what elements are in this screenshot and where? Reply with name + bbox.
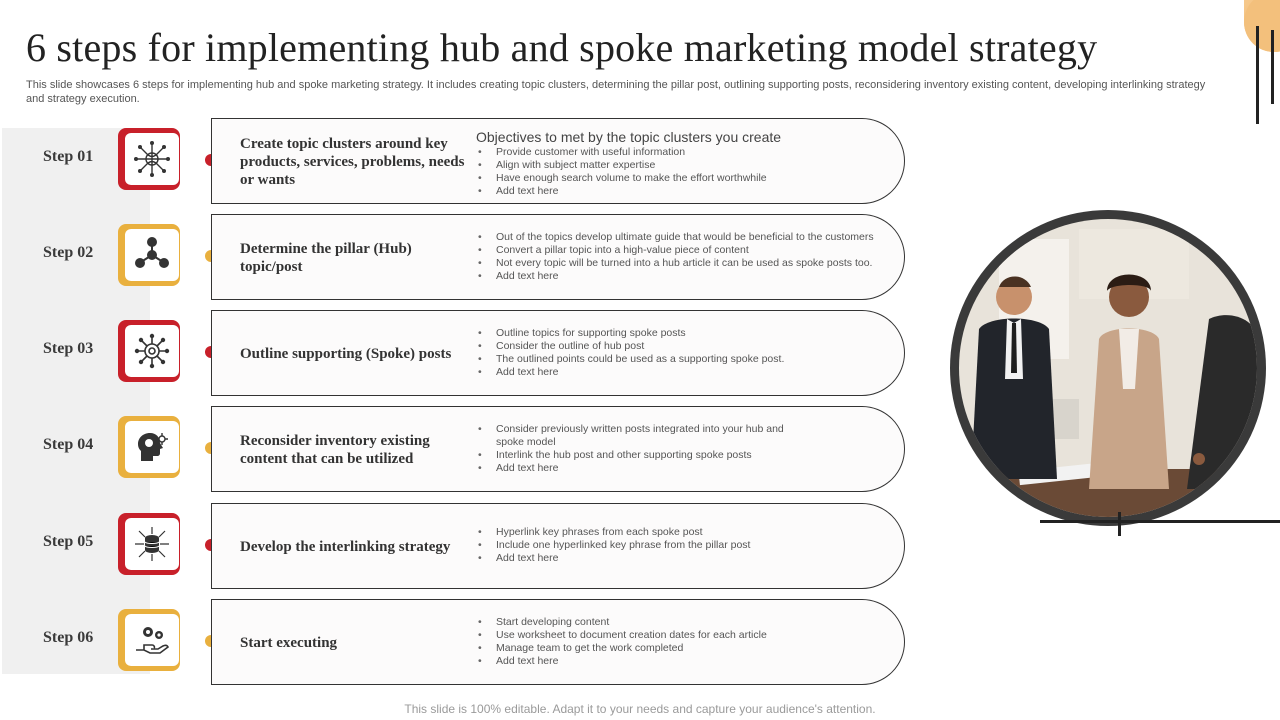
step-card [211, 118, 905, 204]
list-item: • Include one hyperlinked key phrase from the pillar post [476, 539, 896, 552]
step-card [211, 214, 905, 300]
list-item: • Have enough search volume to make the effort worthwhile [476, 172, 896, 185]
step-label: Step 02 [43, 244, 94, 261]
step-icon-frame [118, 416, 180, 478]
step-card [211, 406, 905, 492]
hand-gears-icon [132, 620, 172, 660]
list-item: • Add text here [476, 552, 896, 565]
list-item: • Add text here [476, 462, 806, 475]
corner-line [1271, 30, 1274, 104]
list-item: • Start developing content [476, 616, 896, 629]
decorative-line [1118, 512, 1121, 536]
page-subtitle: This slide showcases 6 steps for implementing hub and spoke marketing strategy. It includes creating topic clusters, determining the pillar post, outlining supporting posts, reconsidering inventory existing content, developing interlinking strategy and strategy execution. [26, 79, 1206, 105]
step-heading: Objectives to met by the topic clusters you create [476, 129, 782, 145]
step-row [0, 118, 1280, 206]
step-title: Develop the interlinking strategy [240, 539, 451, 555]
step-card [211, 503, 905, 589]
step-title: Outline supporting (Spoke) posts [240, 346, 452, 362]
list-item: • Manage team to get the work completed [476, 642, 896, 655]
list-item: • Consider the outline of hub post [476, 340, 896, 353]
step-row [0, 599, 1280, 687]
step-label: Step 04 [43, 436, 94, 453]
list-item: • Not every topic will be turned into a hub article it can be used as spoke posts too. [476, 257, 896, 270]
network-globe-icon [132, 139, 172, 179]
step-icon-frame [118, 513, 180, 575]
list-item: • Out of the topics develop ultimate guide that would be beneficial to the customers [476, 231, 896, 244]
footer-note: This slide is 100% editable. Adapt it to your needs and capture your audience's attention. [404, 702, 876, 716]
step-icon-frame [118, 128, 180, 190]
list-item: • Interlink the hub post and other supporting spoke posts [476, 449, 806, 462]
hub-nodes-icon [132, 235, 172, 275]
list-item: • Consider previously written posts integrated into your hub and spoke model [476, 423, 806, 449]
step-icon-frame [118, 320, 180, 382]
head-thinking-icon [132, 427, 172, 467]
step-card [211, 310, 905, 396]
list-item: • Use worksheet to document creation dates for each article [476, 629, 896, 642]
team-photo [959, 219, 1257, 517]
step-title: Start executing [240, 635, 338, 651]
step-title: Reconsider inventory existing content that can be utilized [240, 433, 430, 467]
steps-side-panel [2, 128, 150, 674]
corner-line [1256, 26, 1259, 124]
list-item: • The outlined points could be used as a supporting spoke post. [476, 353, 896, 366]
list-item: • Add text here [476, 185, 896, 198]
step-card [211, 599, 905, 685]
list-item: • Hyperlink key phrases from each spoke post [476, 526, 896, 539]
page-title: 6 steps for implementing hub and spoke marketing model strategy [26, 25, 1098, 70]
step-title: Create topic clusters around key products, services, problems, needs or wants [240, 136, 465, 188]
list-item: • Add text here [476, 270, 896, 283]
step-icon-frame [118, 609, 180, 671]
list-item: • Convert a pillar topic into a high-value piece of content [476, 244, 896, 257]
decorative-line [1040, 520, 1280, 523]
step-label: Step 03 [43, 340, 94, 357]
step-title: Determine the pillar (Hub) topic/post [240, 241, 412, 275]
team-photo-frame [950, 210, 1266, 526]
database-network-icon [132, 524, 172, 564]
list-item: • Align with subject matter expertise [476, 159, 896, 172]
corner-decoration [1244, 0, 1280, 52]
list-item: • Provide customer with useful information [476, 146, 896, 159]
step-label: Step 06 [43, 629, 94, 646]
spoke-wheel-icon [132, 331, 172, 371]
step-label: Step 05 [43, 533, 94, 550]
list-item: • Outline topics for supporting spoke posts [476, 327, 896, 340]
step-label: Step 01 [43, 148, 94, 165]
list-item: • Add text here [476, 655, 896, 668]
step-icon-frame [118, 224, 180, 286]
list-item: • Add text here [476, 366, 896, 379]
